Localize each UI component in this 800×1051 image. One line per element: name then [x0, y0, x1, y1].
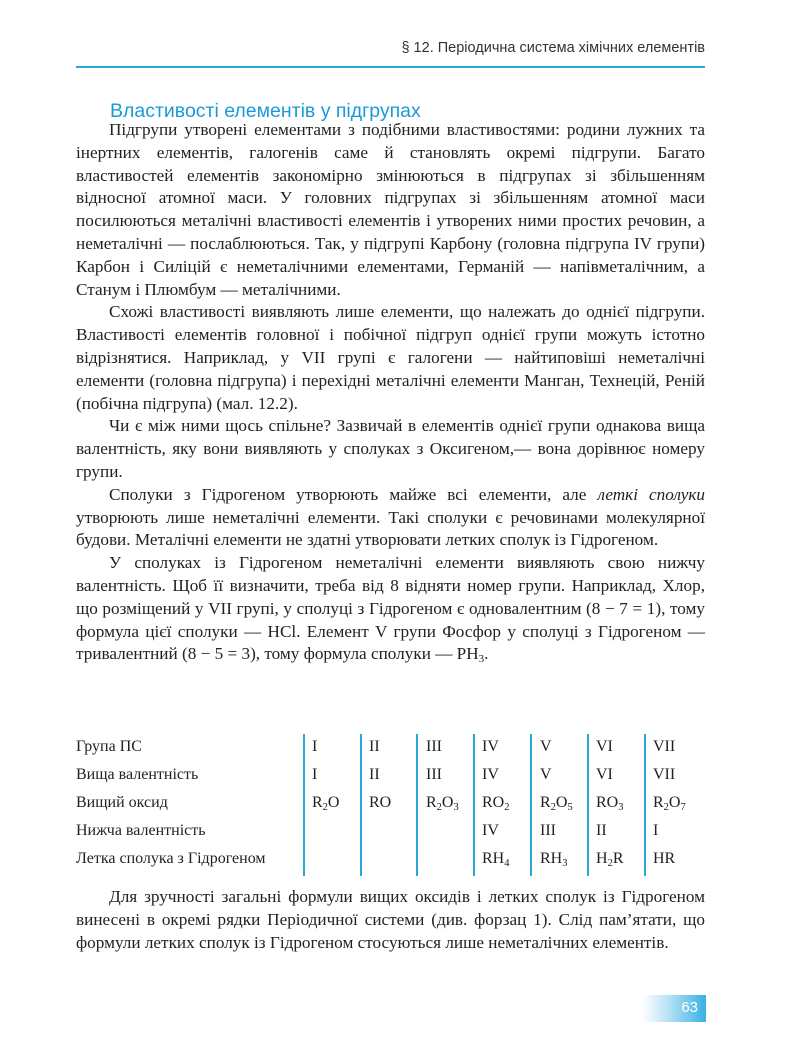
table-cell — [482, 850, 509, 868]
table-row-group — [76, 734, 705, 762]
table-cell: VI — [596, 766, 613, 783]
table-row-volatile-compound — [76, 846, 705, 874]
formula-subscript: 2 — [550, 802, 556, 813]
paragraph-common-valence: Чи є між ними щось спільне? Зазвичай в елементів однієї групи однакова вища валентність, яку вони виявляють у сполуках з Оксигеном,— вона дорівнює номеру групи. — [76, 416, 705, 481]
paragraph-subgroups: Підгрупи утворені елементами з подібними властивостями: родини лужних та інертних елементів, галогенів саме й становлять окремі підгрупи. Багато властивостей елементів закономірно змінюються в підгрупах зі збільшенням відносної атомної маси. У головних підгрупах зі збільшенням атомної маси посилюються металічні властивості елементів і утворених ними простих речовин, а неметалічні — послаблюються. Так, у підгрупі Карбону (головна підгрупа IV групи) Карбон і Силіцій є неметалічними елементами, Германій — напівметалічним, а Станум і Плюмбум — металічними. — [76, 120, 705, 299]
table-cell: III — [540, 822, 556, 839]
table-divider — [473, 734, 475, 876]
formula-subscript: 2 — [504, 802, 510, 813]
table-divider — [303, 734, 305, 876]
paragraph-lower-valence — [76, 552, 705, 666]
formula-part: R — [653, 794, 664, 811]
table-cell: IV — [482, 738, 499, 755]
formula-part: R — [426, 794, 437, 811]
table-cell — [596, 850, 623, 868]
table-cell: III — [426, 766, 442, 783]
table-cell: III — [426, 738, 442, 755]
formula-part: RH — [540, 850, 563, 867]
formula-part: O — [327, 794, 340, 811]
table-cell — [426, 794, 459, 812]
table-cell: V — [540, 738, 552, 755]
row-label-volatile-compound: Летка сполука з Гідрогеном — [76, 850, 266, 867]
p4-text-start: Сполуки з Гідрогеном утворюють майже всі елементи, але — [109, 484, 598, 504]
table-cell — [596, 794, 623, 812]
valence-table — [76, 734, 705, 874]
formula-part: R — [312, 794, 323, 811]
table-cell — [312, 794, 339, 812]
formula-subscript: 3 — [562, 858, 568, 869]
row-label-higher-valence: Вища валентність — [76, 766, 199, 783]
table-cell: I — [653, 822, 659, 839]
formula-part: O — [668, 794, 681, 811]
paragraph-similar-properties: Схожі властивості виявляють лише елементи, що належать до однієї підгрупи. Властивості елементів головної і побічної підгруп однієї групи можуть істотно відрізнятися. Наприклад, у VII групі є галогени — найтиповіші неметалічні елементи (головна підгрупа) і перехідні металічні елементи Манган, Технецій, Реній (побічна підгрупа) (мал. 12.2). — [76, 302, 705, 413]
formula-subscript: 2 — [322, 802, 328, 813]
table-cell — [369, 794, 391, 812]
table-divider — [360, 734, 362, 876]
formula-subscript: 3 — [618, 802, 624, 813]
table-cell: IV — [482, 766, 499, 783]
table-row-higher-valence — [76, 762, 705, 790]
formula-part: RO — [596, 794, 619, 811]
formula-part: O — [441, 794, 454, 811]
p4-text-end: утворюють лише неметалічні елементи. Такі сполуки є речовинами молекулярної будови. Металічні елементи не здатні утворювати летких сполук із Гідрогеном. — [76, 507, 705, 550]
formula-part: H — [596, 850, 608, 867]
formula-subscript: 2 — [663, 802, 669, 813]
p5-text-end: . — [484, 644, 489, 664]
table-cell — [540, 850, 567, 868]
running-header: § 12. Періодична система хімічних елементів — [401, 40, 705, 56]
table-cell: II — [369, 766, 380, 783]
table-cell — [653, 794, 686, 812]
formula-subscript: 2 — [607, 858, 613, 869]
p5-text-start: У сполуках із Гідрогеном неметалічні елементи виявляють свою нижчу валентність. Щоб її визначити, треба від 8 відняти номер групи. Наприклад, Хлор, що розміщений у VII групі, у сполуці з Гідрогеном є одновалентним (8 − 7 = 1), тому формула цієї сполуки — HCl. Елемент V групи Фосфор у сполуці з Гідрогеном — тривалентний (8 − 5 = 3), тому формула сполуки — PH — [76, 553, 705, 664]
table-cell: I — [312, 766, 318, 783]
paragraph-hydrogen-compounds — [76, 484, 705, 552]
formula-part: R — [612, 850, 624, 867]
table-cell: IV — [482, 822, 499, 839]
table-divider — [416, 734, 418, 876]
header-rule — [76, 66, 705, 68]
table-row-higher-oxide — [76, 790, 705, 818]
p5-subscript: 3 — [478, 653, 485, 666]
formula-part: R — [540, 794, 551, 811]
table-cell: VII — [653, 738, 676, 755]
table-cell: VII — [653, 766, 676, 783]
table-cell — [653, 850, 675, 868]
table-cell: II — [596, 822, 607, 839]
paragraph-closing: Для зручності загальні формули вищих оксидів і летких сполук із Гідрогеном винесені в окремі рядки Періодичної системи (див. форзац 1). Слід пам’ятати, що формули летких сполук із Гідрогеном стосуються лише неметалічних елементів. — [76, 887, 705, 952]
table-cell: I — [312, 738, 318, 755]
row-label-group: Група ПС — [76, 738, 142, 755]
formula-subscript: 2 — [436, 802, 442, 813]
p4-term-volatile: леткі сполуки — [597, 484, 705, 504]
formula-part: HR — [653, 850, 676, 867]
formula-part: RO — [482, 794, 505, 811]
row-label-lower-valence: Нижча валентність — [76, 822, 206, 839]
formula-subscript: 7 — [680, 802, 686, 813]
formula-part: RH — [482, 850, 505, 867]
table-row-lower-valence — [76, 818, 705, 846]
table-cell: II — [369, 738, 380, 755]
table-divider — [644, 734, 646, 876]
table-divider — [587, 734, 589, 876]
section-title: Властивості елементів у підгрупах — [110, 100, 421, 123]
table-cell — [540, 794, 573, 812]
formula-subscript: 5 — [567, 802, 573, 813]
table-cell: VI — [596, 738, 613, 755]
page-number-tab — [642, 995, 706, 1022]
body-text — [76, 119, 705, 666]
table-cell: V — [540, 766, 552, 783]
row-label-higher-oxide: Вищий оксид — [76, 794, 168, 811]
formula-part: O — [555, 794, 568, 811]
table-divider — [530, 734, 532, 876]
closing-text — [76, 886, 705, 954]
table-cell — [482, 794, 509, 812]
formula-part: RO — [369, 794, 392, 811]
formula-subscript: 4 — [504, 858, 510, 869]
page-number: 63 — [681, 999, 698, 1016]
formula-subscript: 3 — [453, 802, 459, 813]
